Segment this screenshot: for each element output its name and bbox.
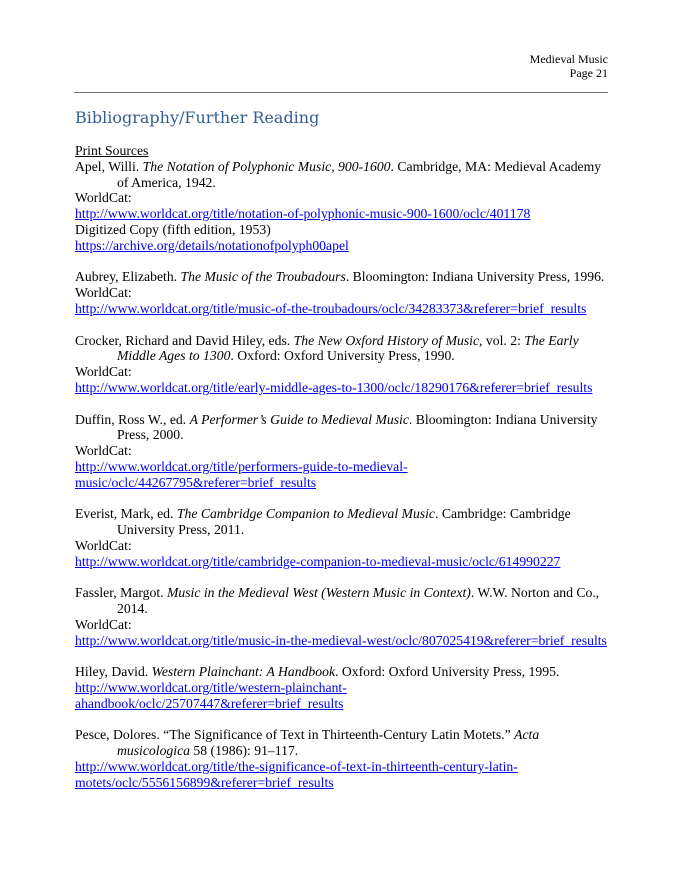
citation bbox=[75, 727, 615, 759]
worldcat-link[interactable]: http://www.worldcat.org/title/music-of-the-troubadours/oclc/34283373&referer=brief_results bbox=[75, 300, 587, 316]
citation-title: A Performer’s Guide to Medieval Music bbox=[189, 411, 409, 427]
citation bbox=[75, 664, 615, 680]
citation-title: The Notation of Polyphonic Music, 900-1600 bbox=[142, 158, 391, 174]
citation-publication: . W.W. Norton and Co., 2014. bbox=[117, 585, 600, 617]
citation-title: The Music of the Troubadours bbox=[180, 269, 346, 285]
citation bbox=[75, 585, 615, 617]
worldcat-label: WorldCat: bbox=[75, 285, 132, 301]
citation-publication: . Cambridge: Cambridge University Press, 2011. bbox=[117, 506, 571, 538]
section-title: Bibliography/Further Reading bbox=[75, 108, 320, 127]
citation-publication: . Bloomington: Indiana University Press, 2000. bbox=[117, 411, 598, 443]
worldcat-label: WorldCat: bbox=[75, 364, 132, 380]
citation-publication: 58 (1986): 91–117. bbox=[190, 743, 299, 759]
citation-journal: Acta musicologica bbox=[117, 727, 540, 759]
citation-author: Pesce, Dolores. “The Significance of Text in Thirteenth-Century Latin Motets.” bbox=[75, 727, 515, 743]
bibliography-entry-duffin bbox=[75, 412, 615, 491]
worldcat-link[interactable]: http://www.worldcat.org/title/cambridge-companion-to-medieval-music/oclc/614990227 bbox=[75, 553, 561, 569]
citation-author: Fassler, Margot. bbox=[75, 585, 167, 601]
print-sources-subhead: Print Sources bbox=[75, 143, 149, 158]
worldcat-link[interactable] bbox=[75, 759, 615, 791]
worldcat-link[interactable] bbox=[75, 459, 615, 491]
citation-title: The New Oxford History of Music bbox=[293, 332, 480, 348]
running-header bbox=[530, 52, 608, 80]
citation-author: Aubrey, Elizabeth. bbox=[75, 269, 181, 285]
header-title: Medieval Music bbox=[529, 52, 608, 66]
worldcat-link[interactable]: http://www.worldcat.org/title/music-in-the-medieval-west/oclc/807025419&referer=brief_results bbox=[75, 632, 607, 648]
citation-publication: . Cambridge, MA: Medieval Academy of America, 1942. bbox=[117, 158, 602, 190]
link-line: motets/oclc/5556156899&referer=brief_results bbox=[75, 774, 334, 790]
citation bbox=[75, 412, 615, 444]
bibliography-entry-aubrey bbox=[75, 269, 615, 316]
bibliography-body bbox=[75, 143, 615, 806]
digitized-copy-label: Digitized Copy (fifth edition, 1953) bbox=[75, 221, 271, 237]
link-line: http://www.worldcat.org/title/the-significance-of-text-in-thirteenth-century-latin- bbox=[75, 759, 518, 775]
citation-author: Apel, Willi. bbox=[75, 158, 143, 174]
bibliography-entry-crocker-hiley bbox=[75, 333, 615, 396]
citation bbox=[75, 333, 615, 365]
citation-publication: . Bloomington: Indiana University Press, 1996. bbox=[345, 269, 605, 285]
citation-author: Duffin, Ross W., ed. bbox=[75, 411, 190, 427]
citation bbox=[75, 506, 615, 538]
citation-author: Crocker, Richard and David Hiley, eds. bbox=[75, 332, 294, 348]
bibliography-entry-everist bbox=[75, 506, 615, 569]
worldcat-link[interactable]: http://www.worldcat.org/title/early-middle-ages-to-1300/oclc/18290176&referer=brief_results bbox=[75, 379, 593, 395]
digitized-copy-link[interactable]: https://archive.org/details/notationofpolyph00apel bbox=[75, 237, 349, 253]
worldcat-label: WorldCat: bbox=[75, 190, 132, 206]
bibliography-entry-hiley bbox=[75, 664, 615, 711]
citation-volume-title: The Early Middle Ages to 1300 bbox=[117, 332, 579, 364]
citation-volume: , vol. 2: bbox=[479, 332, 525, 348]
citation bbox=[75, 159, 615, 191]
bibliography-entry-apel bbox=[75, 159, 615, 254]
citation-publication: . Oxford: Oxford University Press, 1990. bbox=[230, 348, 455, 364]
link-line: music/oclc/44267795&referer=brief_results bbox=[75, 474, 317, 490]
citation-author: Hiley, David. bbox=[75, 664, 152, 680]
worldcat-link[interactable] bbox=[75, 680, 615, 712]
header-rule bbox=[74, 92, 608, 93]
bibliography-entry-pesce bbox=[75, 727, 615, 790]
link-line: ahandbook/oclc/25707447&referer=brief_results bbox=[75, 695, 344, 711]
link-line: http://www.worldcat.org/title/performers-guide-to-medieval- bbox=[75, 458, 408, 474]
citation-title: Music in the Medieval West (Western Music in Context) bbox=[166, 585, 471, 601]
citation-title: The Cambridge Companion to Medieval Music bbox=[176, 506, 436, 522]
worldcat-label: WorldCat: bbox=[75, 616, 132, 632]
worldcat-link[interactable]: http://www.worldcat.org/title/notation-of-polyphonic-music-900-1600/oclc/401178 bbox=[75, 206, 531, 222]
worldcat-label: WorldCat: bbox=[75, 537, 132, 553]
header-page-number: Page 21 bbox=[569, 66, 608, 80]
citation bbox=[75, 269, 615, 285]
link-line: http://www.worldcat.org/title/western-plainchant- bbox=[75, 680, 347, 696]
citation-publication: . Oxford: Oxford University Press, 1995. bbox=[335, 664, 560, 680]
worldcat-label: WorldCat: bbox=[75, 443, 132, 459]
bibliography-entry-fassler bbox=[75, 585, 615, 648]
citation-title: Western Plainchant: A Handbook bbox=[151, 664, 336, 680]
citation-author: Everist, Mark, ed. bbox=[75, 506, 177, 522]
